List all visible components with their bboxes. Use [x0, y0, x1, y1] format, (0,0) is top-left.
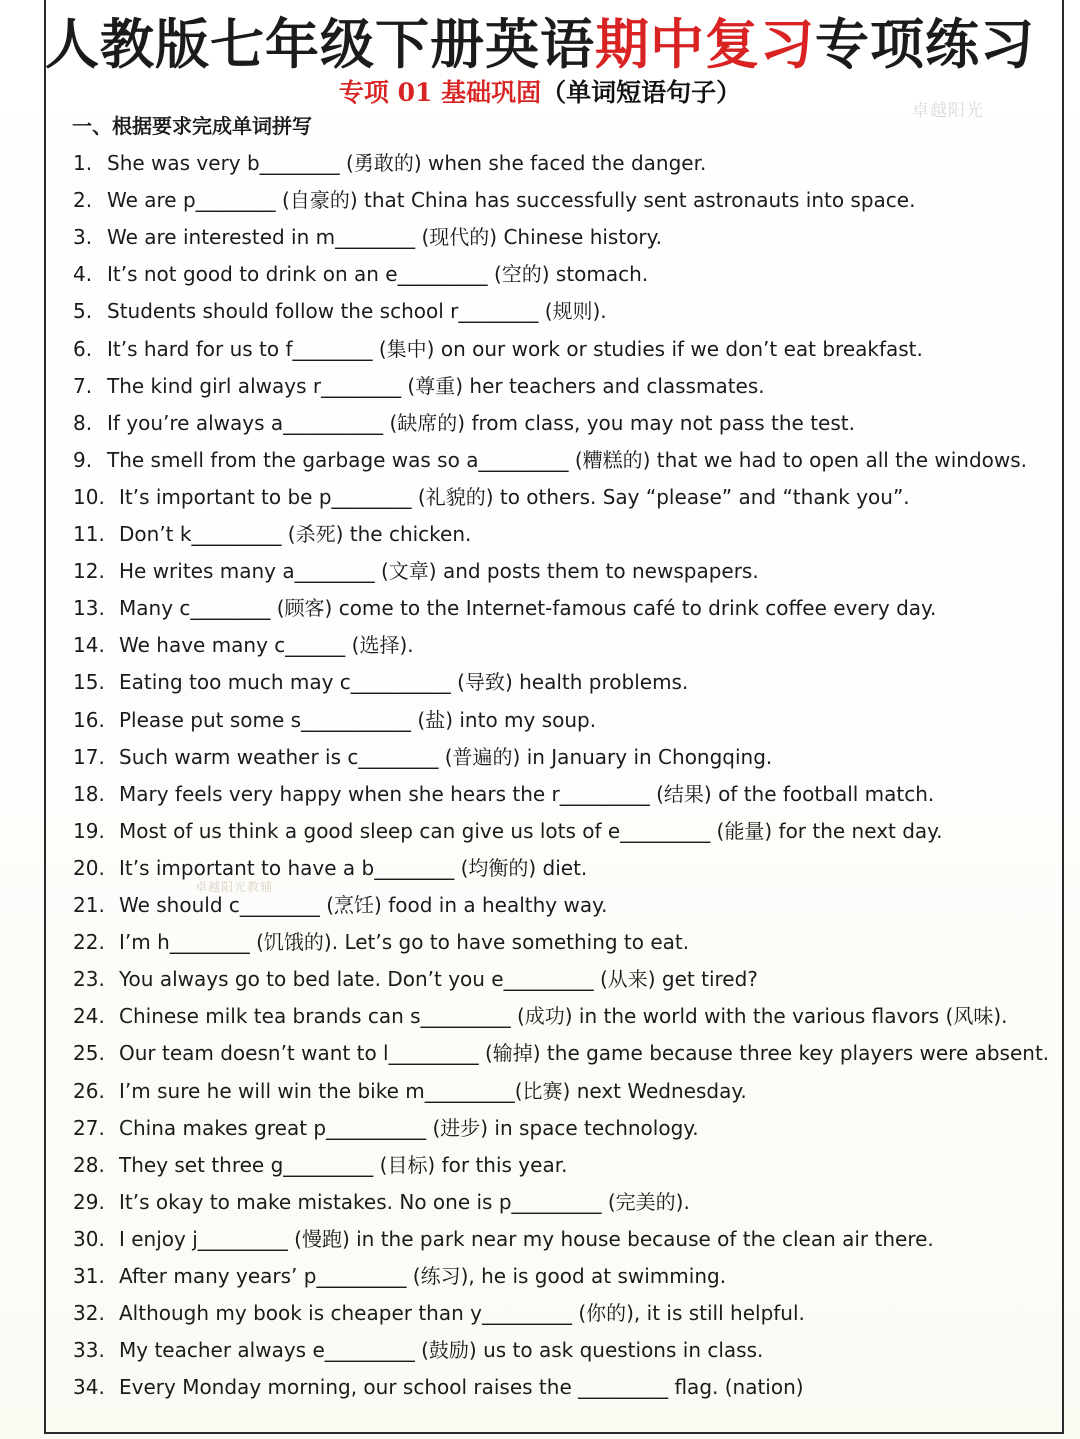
exercise-item — [73, 593, 936, 630]
watermark-secondary: 卓越阳光教辅 — [195, 880, 274, 894]
page-border-right — [1062, 0, 1064, 1434]
exercise-text: It’s okay to make mistakes. No one is p_________ (完美的). — [119, 1189, 690, 1214]
exercise-text: Don’t k_________ (杀死) the chicken. — [119, 522, 472, 546]
exercise-text: You always go to bed late. Don’t you e_________ (从来) get tired? — [119, 967, 758, 992]
exercise-text: Every Monday morning, our school raises the _________ flag. (nation) — [119, 1375, 804, 1400]
page-title — [0, 10, 1080, 78]
exercise-text: If you’re always a__________ (缺席的) from class, you may not pass the test. — [107, 410, 855, 435]
watermark: 卓越阳光 — [912, 101, 984, 121]
exercise-item — [73, 1372, 804, 1409]
exercise-number: 29. — [73, 1189, 105, 1214]
exercise-text: After many years’ p_________ (练习), he is good at swimming. — [119, 1264, 727, 1288]
exercise-text: Eating too much may c__________ (导致) health problems. — [119, 670, 689, 695]
exercise-number: 28. — [73, 1152, 105, 1177]
exercise-text: We are p________ (自豪的) that China has successfully sent astronauts into space. — [107, 188, 916, 213]
exercise-number: 21. — [73, 893, 105, 917]
exercise-text: It’s important to be p________ (礼貌的) to others. Say “please” and “thank you”. — [119, 484, 910, 509]
exercise-text: Most of us think a good sleep can give us lots of e_________ (能量) for the next day. — [119, 818, 943, 843]
exercise-item — [73, 482, 910, 519]
exercise-text: Although my book is cheaper than y_________ (你的), it is still helpful. — [119, 1301, 805, 1326]
exercise-text: China makes great p__________ (进步) in space technology. — [119, 1115, 699, 1140]
page-border-bottom — [44, 1432, 1064, 1434]
exercise-item — [73, 853, 587, 890]
exercise-number: 2. — [73, 188, 93, 213]
exercise-item — [73, 1150, 567, 1187]
exercise-number: 12. — [73, 559, 105, 584]
exercise-number: 32. — [73, 1301, 105, 1326]
exercise-text: I’m h________ (饥饿的). Let’s go to have something to eat. — [119, 930, 690, 955]
exercise-text: He writes many a________ (文章) and posts them to newspapers. — [119, 559, 759, 584]
exercise-item — [73, 148, 706, 185]
title-accent: 期中复习 — [595, 12, 815, 76]
exercise-item — [73, 185, 915, 222]
exercise-number: 9. — [73, 447, 93, 472]
exercise-item — [73, 927, 689, 964]
exercise-number: 31. — [73, 1264, 105, 1288]
exercise-text: Such warm weather is c________ (普遍的) in January in Chongqing. — [119, 744, 773, 769]
exercise-text: We should c________ (烹饪) food in a healthy way. — [119, 893, 608, 917]
exercise-number: 22. — [73, 930, 105, 955]
title-part1: 人教版七年级下册英语 — [45, 12, 595, 76]
exercise-text: It’s not good to drink on an e_________ (空的) stomach. — [107, 262, 649, 287]
exercise-item — [73, 408, 855, 445]
exercise-text: We are interested in m________ (现代的) Chinese history. — [107, 225, 662, 250]
exercise-item — [73, 964, 758, 1001]
exercise-item — [73, 630, 414, 667]
page-border-left — [44, 0, 46, 1434]
exercise-text: The smell from the garbage was so a_________ (糟糕的) that we had to open all the windows. — [107, 447, 1028, 472]
exercise-item — [73, 1113, 699, 1150]
exercise-number: 26. — [73, 1078, 105, 1103]
exercise-item — [73, 890, 607, 927]
exercise-item — [73, 1298, 805, 1335]
exercise-text: Mary feels very happy when she hears the r_________ (结果) of the football match. — [119, 781, 935, 806]
title-part2: 专项练习 — [815, 12, 1035, 76]
exercise-number: 13. — [73, 596, 105, 621]
exercise-item — [73, 296, 607, 333]
exercise-number: 33. — [73, 1338, 105, 1363]
exercise-number: 6. — [73, 336, 93, 361]
exercise-text: Our team doesn’t want to l_________ (输掉) the game because three key players were absent. — [119, 1041, 1050, 1066]
exercise-item — [73, 1038, 1049, 1075]
exercise-item — [73, 1001, 1008, 1038]
exercise-item — [73, 1187, 690, 1224]
exercise-text: Students should follow the school r________ (规则). — [107, 299, 607, 324]
exercise-number: 5. — [73, 299, 93, 324]
exercise-item — [73, 1224, 934, 1261]
exercise-number: 8. — [73, 410, 93, 435]
exercise-number: 34. — [73, 1375, 105, 1400]
exercise-number: 10. — [73, 484, 105, 509]
exercise-item — [73, 1335, 763, 1372]
exercise-text: My teacher always e_________ (鼓励) us to ask questions in class. — [119, 1338, 764, 1363]
exercise-number: 14. — [73, 633, 105, 658]
exercise-item — [73, 519, 471, 556]
exercise-number: 3. — [73, 225, 93, 250]
exercise-number: 18. — [73, 781, 105, 806]
exercise-item — [73, 705, 596, 742]
exercise-number: 20. — [73, 855, 105, 880]
exercise-item — [73, 445, 1027, 482]
exercise-text: It’s hard for us to f________ (集中) on our work or studies if we don’t eat breakfast. — [107, 336, 923, 361]
exercise-text: Please put some s___________ (盐) into my soup. — [119, 707, 597, 732]
exercise-text: It’s important to have a b________ (均衡的) diet. — [119, 855, 588, 880]
exercise-number: 27. — [73, 1115, 105, 1140]
exercise-item — [73, 779, 934, 816]
exercise-number: 4. — [73, 262, 93, 287]
exercise-number: 30. — [73, 1226, 105, 1251]
exercise-item — [73, 667, 688, 704]
exercise-item — [73, 1261, 726, 1298]
exercise-number: 19. — [73, 818, 105, 843]
exercise-text: Chinese milk tea brands can s_________ (成功) in the world with the various flavors (风味). — [119, 1004, 1008, 1029]
exercise-number: 16. — [73, 707, 105, 732]
exercise-text: They set three g_________ (目标) for this year. — [119, 1152, 568, 1177]
exercise-text: She was very b________ (勇敢的) when she faced the danger. — [107, 151, 707, 175]
exercise-number: 23. — [73, 967, 105, 992]
exercise-text: Many c________ (顾客) come to the Internet-famous café to drink coffee every day. — [119, 596, 937, 621]
exercise-item — [73, 556, 759, 593]
subtitle-rest: （单词短语句子） — [541, 78, 742, 107]
exercise-item — [73, 816, 943, 853]
exercise-text: I’m sure he will win the bike m_________(比赛) next Wednesday. — [119, 1078, 747, 1103]
exercise-number: 25. — [73, 1041, 105, 1066]
exercise-text: I enjoy j_________ (慢跑) in the park near my house because of the clean air there. — [119, 1226, 934, 1251]
exercise-text: We have many c______ (选择). — [119, 633, 414, 658]
exercise-number: 11. — [73, 522, 105, 546]
exercise-number: 1. — [73, 151, 93, 175]
exercise-item — [73, 334, 923, 371]
exercise-number: 17. — [73, 744, 105, 769]
exercise-item — [73, 222, 662, 259]
exercise-number: 24. — [73, 1004, 105, 1029]
subtitle-accent: 专项 01 基础巩固 — [338, 78, 542, 107]
exercise-item — [73, 371, 765, 408]
section-heading: 一、根据要求完成单词拼写 — [72, 114, 312, 138]
exercise-text: The kind girl always r________ (尊重) her teachers and classmates. — [107, 373, 765, 398]
exercise-item — [73, 259, 648, 296]
exercise-number: 7. — [73, 373, 93, 398]
exercise-number: 15. — [73, 670, 105, 695]
exercise-item — [73, 1076, 747, 1113]
exercise-item — [73, 742, 772, 779]
